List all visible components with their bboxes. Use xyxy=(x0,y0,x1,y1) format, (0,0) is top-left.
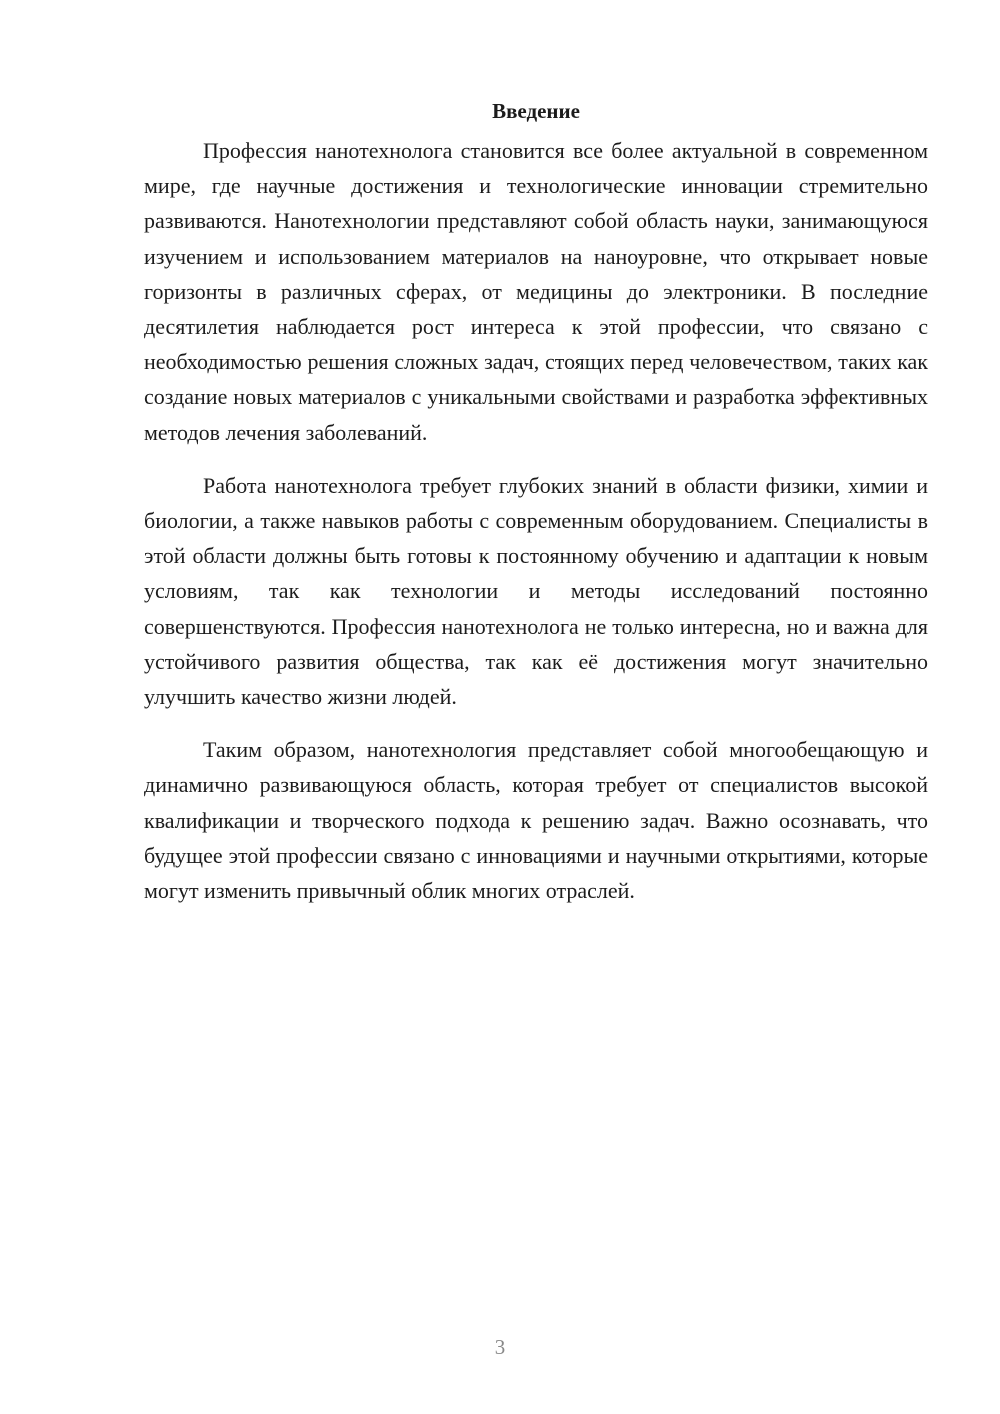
paragraph-1: Профессия нанотехнолога становится все более актуальной в современном мире, где научные достижения и технологические инновации стремительно развиваются. Нанотехнологии представляют собой область науки, занимающуюся изучением и использованием материалов на наноуровне, что открывает новые горизонты в различных сферах, от медицины до электроники. В последние десятилетия наблюдается рост интереса к этой профессии, что связано с необходимостью решения сложных задач, стоящих перед человечеством, таких как создание новых материалов с уникальными свойствами и разработка эффективных методов лечения заболеваний. xyxy=(144,138,928,445)
paragraph-3: Таким образом, нанотехнология представляет собой многообещающую и динамично развивающуюся область, которая требует от специалистов высокой квалификации и творческого подхода к решению задач. Важно осознавать, что будущее этой профессии связано с инновациями и научными открытиями, которые могут изменить привычный облик многих отраслей. xyxy=(144,737,928,904)
paragraph-2: Работа нанотехнолога требует глубоких знаний в области физики, химии и биологии, а также навыков работы с современным оборудованием. Специалисты в этой области должны быть готовы к постоянному обучению и адаптации к новым условиям, так как технологии и методы исследований постоянно совершенствуются. Профессия нанотехнолога не только интересна, но и важна для устойчивого развития общества, так как её достижения могут значительно улучшить качество жизни людей. xyxy=(144,472,928,710)
page-number: 3 xyxy=(494,1335,506,1359)
page-content xyxy=(144,95,928,926)
section-title: Введение xyxy=(492,99,580,123)
